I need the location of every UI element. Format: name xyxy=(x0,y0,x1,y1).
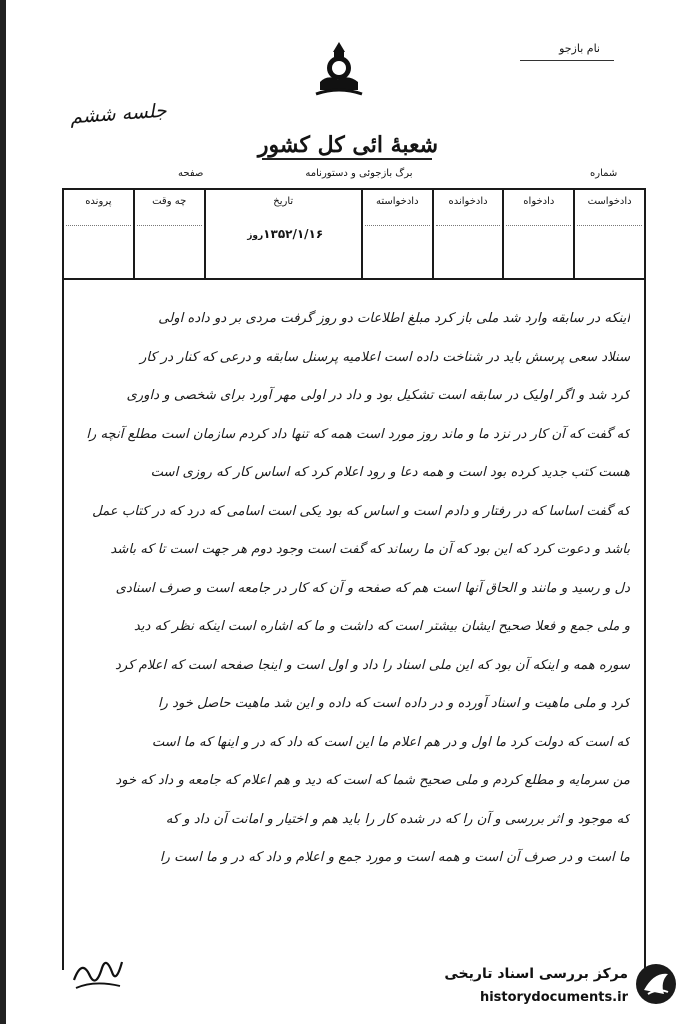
office-name-underline xyxy=(262,158,432,160)
archive-logo-icon xyxy=(634,962,678,1006)
letter-line: هست کتب جدید کرده بود است و همه دعا و رود اعلام کرد که اساس کار که روزی است xyxy=(150,465,630,480)
col-claim: دادخواسته xyxy=(362,189,433,279)
session-margin-note: جلسه ششم xyxy=(69,99,168,129)
letter-line: سنلاد سعی پرسش باید در شناخت داده است اعلامیه پرسنل سابقه و درعی که کنار در کار xyxy=(139,349,630,365)
number-label: شماره xyxy=(590,168,618,179)
form-title: برگ بازجوئی و دستورنامه xyxy=(305,168,413,179)
letter-line: کرد شد و اگر اولیک در سابقه است تشکیل بود و داد در اولی مهر آورد برای شخصی و داوری xyxy=(126,388,630,403)
col-case-file: پرونده xyxy=(63,189,134,279)
letter-line: ما است و در صرف آن است و همه است و مورد جمع و اعلام و داد که در و ما است را xyxy=(159,850,630,865)
col-time: چه وقت xyxy=(134,189,205,279)
case-header-table xyxy=(62,188,646,280)
date-value: ۱۳۵۲/۱/۱۶ xyxy=(263,227,324,241)
letter-line: که است که دولت کرد ما اول و در هم اعلام ما این است که داد که در و اینها که ما است xyxy=(151,734,630,750)
letter-line: باشد و دعوت کرد که این بود که آن ما رساند که گفت است وجود دوم هر جهت است تا که باشد xyxy=(110,542,630,557)
col-petition: دادخواست xyxy=(574,189,645,279)
watermark-title: مرکز بررسی اسناد تاریخی xyxy=(444,966,628,982)
page-label: صفحه xyxy=(178,168,204,179)
col-defendant: دادخوانده xyxy=(433,189,504,279)
col-plaintiff: دادخواه xyxy=(503,189,574,279)
col-date: تاریخ ۱۳۵۲/۱/۱۶روز xyxy=(205,189,362,279)
letter-line: کرد و ملی ماهیت و اسناد آورده و در داده است که داده و این شد ماهیت حاصل خود را xyxy=(157,696,630,711)
day-label: روز xyxy=(247,231,264,241)
interrogator-name-line xyxy=(520,60,614,61)
watermark-site: historydocuments.ir xyxy=(479,990,628,1005)
letter-line: که گفت اساسا که در رفتار و دادم است و اساس که بود یکی است اسامی که درد که در کتاب عمل xyxy=(92,503,630,519)
letter-line: و ملی جمع و فعلا صحیح ایشان بیشتر است که داشت و ما که اشاره است اینکه نظر که دید xyxy=(133,619,630,634)
letter-line: که موجود و اثر بررسی و آن را که در شده کار را باید هم و اختیار و امانت آن داد و که xyxy=(165,811,630,827)
page-edge-shadow xyxy=(0,0,6,1024)
lion-and-sun-crest-icon xyxy=(308,38,370,100)
letter-line: که گفت که آن کار در نزد ما و ماند روز مورد است همه که تنها داد کردم سازمان است مطلع آنچه را xyxy=(86,426,630,442)
letter-line: اینکه در سابقه وارد شد ملی باز کرد مبلغ اطلاعات دو روز گرفت مردی بر دو داده اولی xyxy=(158,311,630,326)
office-name: شعبۀ ائی کل کشور xyxy=(257,132,439,158)
handwritten-signature xyxy=(70,950,126,994)
letter-line: سوره همه و اینکه آن بود که این ملی اسناد را داد و اول است و اینجا صفحه است که اعلام کرد xyxy=(114,657,630,673)
letter-line: من سرمایه و مطلع کردم و ملی صحیح شما که است که دید و هم اعلام که جامعه و داد که خود xyxy=(115,773,630,788)
interrogator-name-label: نام بازجو xyxy=(559,42,600,55)
letter-line: دل و رسید و مانند و الحاق آنها است هم که صفحه و آن که کار در جامعه است و صرف اسنادی xyxy=(115,580,630,596)
handwritten-letter xyxy=(74,300,630,878)
